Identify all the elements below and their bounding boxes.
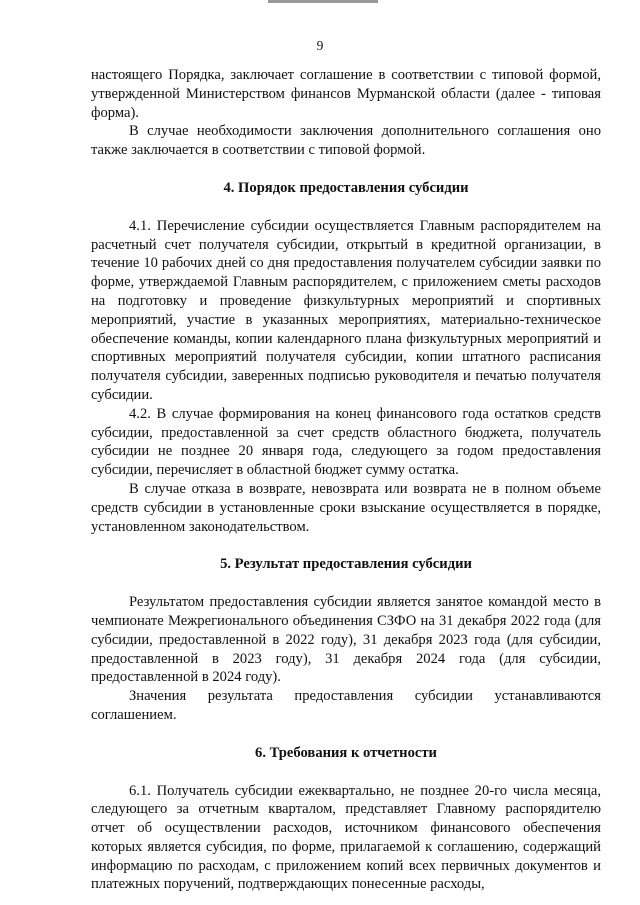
- paragraph: 4.1. Перечисление субсидии осуществляется Главным распорядителем на расчетный счет получателя субсидии, открытый в кредитной организации, в течение 10 рабочих дней со дня предоставления получателем субсидии заявки по форме, утверждаемой Главным распорядителем, с приложением сметы расходов на подготовку и проведение физкультурных мероприятий и спортивных мероприятий, участие в указанных мероприятиях, материально-техническое обеспечение команды, копии календарного плана физкультурных мероприятий и спортивных мероприятий получателя субсидии, копии штатного расписания получателя субсидии, заверенных подписью руководителя и печатью получателя субсидии.: [91, 217, 601, 403]
- spacer: [91, 574, 601, 593]
- spacer: [91, 536, 601, 555]
- section-heading: 5. Результат предоставления субсидии: [220, 556, 472, 573]
- paragraph: настоящего Порядка, заключает соглашение в соответствии с типовой формой, утвержденной Министерством финансов Мурманской области (далее - типовая форма).: [91, 67, 601, 121]
- paragraph: В случае необходимости заключения дополнительного соглашения оно также заключается в соответствии с типовой формой.: [91, 123, 601, 159]
- section-heading: 4. Порядок предоставления субсидии: [223, 179, 469, 196]
- paragraph: Результатом предоставления субсидии является занятое командой место в чемпионате Межрегионального объединения СЗФО на 31 декабря 2022 года (для субсидии, предоставленной в 2022 году), 31 декабря 2023 года (для субсидии, предоставленной в 2023 году), 31 декабря 2024 года (для субсидии, предоставленной в 2024 году).: [91, 594, 601, 686]
- spacer: [91, 160, 601, 179]
- paragraph: 6.1. Получатель субсидии ежеквартально, не позднее 20-го числа месяца, следующего за отчетным кварталом, представляет Главному распорядителю отчет об осуществлении расходов, источником финансового обеспечения которых является субсидия, по форме, прилагаемой к соглашению, содержащий информацию по расходам, с приложением копий всех первичных документов и платежных поручений, подтверждающих понесенные расходы,: [91, 782, 601, 893]
- spacer: [91, 725, 601, 744]
- scan-top-mark: [268, 0, 378, 3]
- page-number: 9: [316, 38, 324, 53]
- spacer: [91, 763, 601, 782]
- section-heading: 6. Требования к отчетности: [255, 744, 437, 761]
- spacer: [91, 198, 601, 217]
- paragraph: В случае отказа в возврате, невозврата или возврата не в полном объеме средств субсидии в установленные сроки взыскание осуществляется в порядке, установленном законодательством.: [91, 480, 601, 535]
- document-body: [91, 66, 601, 894]
- paragraph: Значения результата предоставления субсидии устанавливаются соглашением.: [91, 688, 601, 723]
- paragraph: 4.2. В случае формирования на конец финансового года остатков средств субсидии, предоставленной за счет средств областного бюджета, получатель субсидии не позднее 20 января года, следующего за годом предоставления субсидии, перечисляет в областной бюджет сумму остатка.: [91, 405, 601, 479]
